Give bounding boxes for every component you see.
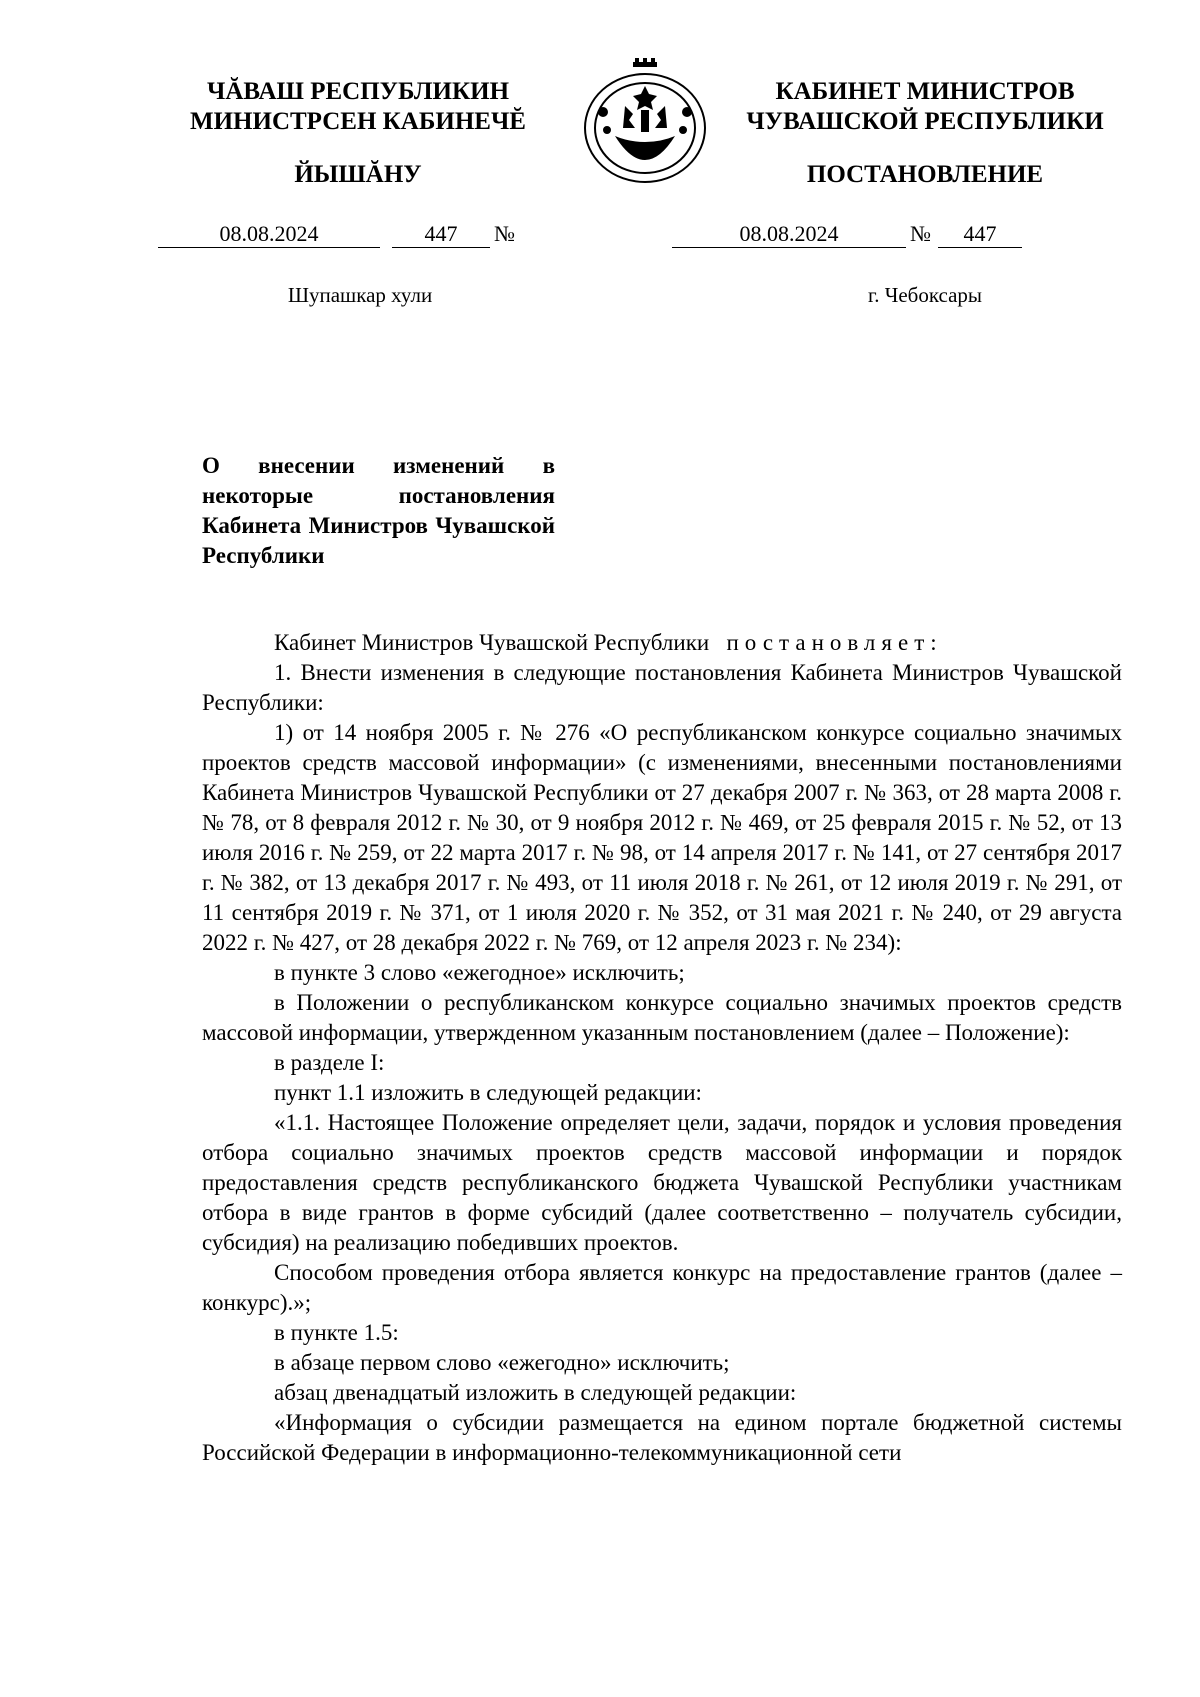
- right-number: 447: [938, 221, 1022, 248]
- intro-text: Кабинет Министров Чувашской Республики: [274, 630, 710, 655]
- left-number-sign: №: [494, 221, 515, 246]
- city-left: Шупашкар хули: [287, 283, 433, 307]
- right-date: 08.08.2024: [672, 221, 906, 248]
- left-number: 447: [392, 221, 490, 248]
- intro-paragraph: [202, 628, 1122, 658]
- paragraph: в абзаце первом слово «ежегодно» исключить;: [274, 1350, 730, 1375]
- paragraph: «1.1. Настоящее Положение определяет цели, задачи, порядок и условия проведения отбора социально значимых проектов средств массовой информации и порядок предоставления средств республиканского бюджета Чувашской Республики участникам отбора в виде грантов в форме субсидий (далее соответственно – получатель субсидии, субсидия) на реализацию победивших проектов.: [202, 1110, 1122, 1255]
- paragraph: 1. Внести изменения в следующие постановления Кабинета Министров Чувашской Республики:: [202, 660, 1122, 715]
- paragraph: абзац двенадцатый изложить в следующей редакции:: [274, 1380, 797, 1405]
- header-left-block: [168, 77, 548, 137]
- header-left-line2: МИНИСТРСЕН КАБИНЕЧĔ: [190, 108, 526, 135]
- paragraph: в разделе I:: [274, 1050, 385, 1075]
- paragraph: в Положении о республиканском конкурсе социально значимых проектов средств массовой информации, утвержденном указанным постановлением (далее – Положение):: [202, 990, 1122, 1045]
- doc-type-left: ЙЫШĂНУ: [294, 161, 422, 188]
- document-body: [202, 628, 1122, 1468]
- left-date: 08.08.2024: [158, 221, 380, 248]
- header-right-line2: ЧУВАШСКОЙ РЕСПУБЛИКИ: [746, 108, 1104, 135]
- header-right-block: [725, 77, 1125, 137]
- intro-verb: постановляет:: [726, 630, 943, 655]
- header-right-line1: КАБИНЕТ МИНИСТРОВ: [775, 78, 1075, 105]
- city-right: г. Чебоксары: [867, 283, 983, 307]
- right-number-sign: №: [910, 221, 931, 246]
- paragraph: в пункте 3 слово «ежегодное» исключить;: [274, 960, 685, 985]
- chuvash-coat-of-arms-icon: [573, 58, 717, 186]
- doc-type-right: ПОСТАНОВЛЕНИЕ: [806, 161, 1044, 188]
- document-title: О внесении изменений в некоторые постановления Кабинета Министров Чувашской Республики: [202, 453, 555, 568]
- paragraph: пункт 1.1 изложить в следующей редакции:: [274, 1080, 702, 1105]
- paragraph: в пункте 1.5:: [274, 1320, 399, 1345]
- header-left-line1: ЧĂВАШ РЕСПУБЛИКИН: [206, 78, 510, 105]
- paragraph: 1) от 14 ноября 2005 г. № 276 «О республиканском конкурсе социально значимых проектов средств массовой информации» (с изменениями, внесенными постановлениями Кабинета Министров Чувашской Республики от 27 декабря 2007 г. № 363, от 28 марта 2008 г. № 78, от 8 февраля 2012 г. № 30, от 9 ноября 2012 г. № 469, от 25 февраля 2015 г. № 52, от 13 июля 2016 г. № 259, от 22 марта 2017 г. № 98, от 14 апреля 2017 г. № 141, от 27 сентября 2017 г. № 382, от 13 декабря 2017 г. № 493, от 11 июля 2018 г. № 261, от 12 июля 2019 г. № 291, от 11 сентября 2019 г. № 371, от 1 июля 2020 г. № 352, от 31 мая 2021 г. № 240, от 29 августа 2022 г. № 427, от 28 декабря 2022 г. № 769, от 12 апреля 2023 г. № 234):: [202, 720, 1122, 955]
- paragraph: Способом проведения отбора является конкурс на предоставление грантов (далее – конкурс).»;: [202, 1260, 1122, 1315]
- paragraph: «Информация о субсидии размещается на едином портале бюджетной системы Российской Федерации в информационно-телекоммуникационной сети: [202, 1410, 1122, 1465]
